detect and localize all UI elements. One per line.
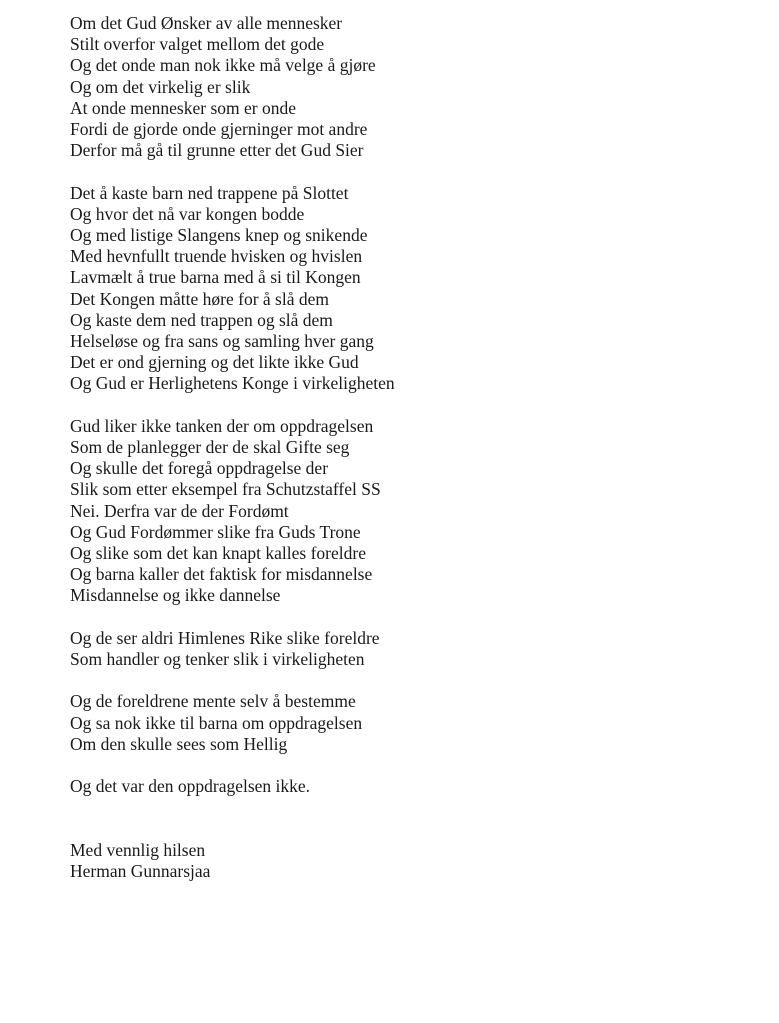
text-line: Og barna kaller det faktisk for misdannelse xyxy=(70,564,373,585)
stanza-4 xyxy=(70,628,739,670)
text-line: Det Kongen måtte høre for å slå dem xyxy=(70,288,330,309)
text-line: Lavmælt å true barna med å si til Kongen xyxy=(70,267,361,288)
text-line: Som handler og tenker slik i virkeligheten xyxy=(70,649,365,670)
signature-salutation: Med vennlig hilsen xyxy=(70,839,206,860)
text-line: Nei. Derfra var de der Fordømt xyxy=(70,500,289,521)
stanza-1 xyxy=(70,13,739,161)
text-line: Slik som etter eksempel fra Schutzstaffel SS xyxy=(70,479,381,500)
text-line: Og de foreldrene mente selv å bestemme xyxy=(70,691,356,712)
text-line: At onde mennesker som er onde xyxy=(70,97,296,118)
text-line: Som de planlegger der de skal Gifte seg xyxy=(70,437,350,458)
text-line: Fordi de gjorde onde gjerninger mot andre xyxy=(70,119,368,140)
text-line: Helseløse og fra sans og samling hver gang xyxy=(70,331,374,352)
text-line: Og om det virkelig er slik xyxy=(70,76,251,97)
text-line: Og kaste dem ned trappen og slå dem xyxy=(70,309,333,330)
text-line: Gud liker ikke tanken der om oppdragelsen xyxy=(70,415,374,436)
stanza-2 xyxy=(70,183,739,395)
closing-line-block xyxy=(70,776,739,797)
text-line: Og Gud er Herlighetens Konge i virkeligheten xyxy=(70,373,395,394)
signature-name: Herman Gunnarsjaa xyxy=(70,861,211,882)
stanza-3 xyxy=(70,416,739,607)
text-line: Det å kaste barn ned trappene på Slottet xyxy=(70,182,349,203)
text-line: Om det Gud Ønsker av alle mennesker xyxy=(70,13,343,33)
text-line: Og slike som det kan knapt kalles foreldre xyxy=(70,543,366,564)
text-line: Og sa nok ikke til barna om oppdragelsen xyxy=(70,712,363,733)
text-line: Det er ond gjerning og det likte ikke Gud xyxy=(70,352,359,373)
text-line: Og Gud Fordømmer slike fra Guds Trone xyxy=(70,521,361,542)
text-line: Med hevnfullt truende hvisken og hvislen xyxy=(70,246,363,267)
text-line: Derfor må gå til grunne etter det Gud Sier xyxy=(70,140,364,161)
text-line: Og med listige Slangens knep og snikende xyxy=(70,225,368,246)
text-line: Og de ser aldri Himlenes Rike slike foreldre xyxy=(70,627,380,648)
text-line: Om den skulle sees som Hellig xyxy=(70,733,288,754)
text-line: Og hvor det nå var kongen bodde xyxy=(70,203,305,224)
text-line: Og skulle det foregå oppdragelse der xyxy=(70,458,329,479)
signature-block xyxy=(70,840,739,882)
text-line: Misdannelse og ikke dannelse xyxy=(70,585,281,606)
closing-line: Og det var den oppdragelsen ikke. xyxy=(70,776,311,797)
stanza-5 xyxy=(70,691,739,755)
text-line: Stilt overfor valget mellom det gode xyxy=(70,34,325,55)
text-line: Og det onde man nok ikke må velge å gjøre xyxy=(70,55,376,76)
